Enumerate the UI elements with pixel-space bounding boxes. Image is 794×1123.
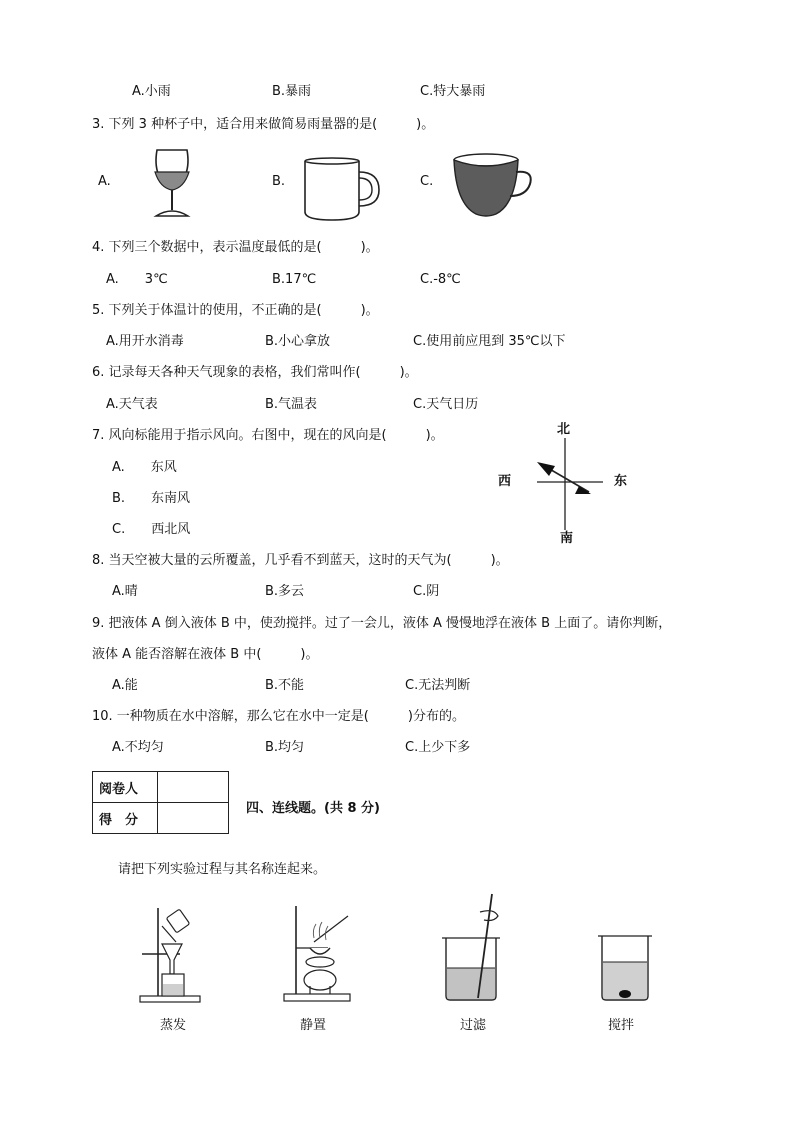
q9-option-b: B.不能	[265, 678, 305, 693]
compass-south-label: 南	[560, 531, 574, 546]
q3-label-c: C.	[420, 174, 434, 189]
q7-option-b: B. 东南风	[112, 491, 191, 506]
q6-option-a: A.天气表	[106, 397, 158, 412]
stirring-beaker-icon	[440, 890, 506, 1004]
section4-instruction: 请把下列实验过程与其名称连起来。	[118, 862, 327, 877]
q9-stem-line1: 9. 把液体 A 倒入液体 B 中，使劲搅拌。过了一会儿，液体 A 慢慢地浮在液体 B 上面了。请你判断，	[92, 616, 672, 631]
teacup-icon	[450, 152, 536, 222]
compass-north-label: 北	[557, 422, 571, 437]
q4-option-c: C.-8℃	[420, 272, 461, 287]
q10-stem: 10. 一种物质在水中溶解，那么它在水中一定是( )分布的。	[92, 709, 465, 724]
q8-option-c: C.阴	[413, 584, 440, 599]
q8-option-b: B.多云	[265, 584, 305, 599]
q2-option-c: C.特大暴雨	[420, 84, 486, 99]
q4-option-a: A. 3℃	[106, 272, 168, 287]
label-filtration: 过滤	[460, 1018, 487, 1033]
section4-title: 四、连线题。(共 8 分)	[246, 801, 380, 816]
score-blank[interactable]	[158, 803, 229, 834]
q10-option-c: C.上少下多	[405, 740, 471, 755]
mug-icon	[300, 154, 384, 224]
q2-option-a: A.小雨	[132, 84, 171, 99]
q10-option-a: A.不均匀	[112, 740, 164, 755]
score-label: 得 分	[93, 803, 158, 834]
q6-option-c: C.天气日历	[413, 397, 479, 412]
q3-label-b: B.	[272, 174, 286, 189]
q5-option-b: B.小心拿放	[265, 334, 331, 349]
compass-west-label: 西	[498, 474, 512, 489]
q4-option-b: B.17℃	[272, 272, 317, 287]
label-stirring: 搅拌	[608, 1018, 635, 1033]
q5-option-a: A.用开水消毒	[106, 334, 184, 349]
q6-stem: 6. 记录每天各种天气现象的表格，我们常叫作( )。	[92, 365, 418, 380]
wind-vane-figure	[535, 436, 605, 532]
q6-option-b: B.气温表	[265, 397, 318, 412]
q8-stem: 8. 当天空被大量的云所覆盖，几乎看不到蓝天，这时的天气为( )。	[92, 553, 509, 568]
scorer-table	[92, 771, 229, 834]
q3-label-a: A.	[98, 174, 111, 189]
q4-stem: 4. 下列三个数据中，表示温度最低的是( )。	[92, 240, 379, 255]
q9-option-a: A.能	[112, 678, 138, 693]
label-standing: 静置	[300, 1018, 327, 1033]
q3-stem: 3. 下列 3 种杯子中，适合用来做简易雨量器的是( )。	[92, 117, 435, 132]
evaporation-apparatus-icon	[280, 902, 356, 1004]
compass-east-label: 东	[614, 474, 628, 489]
q10-option-b: B.均匀	[265, 740, 305, 755]
q8-option-a: A.晴	[112, 584, 138, 599]
q5-stem: 5. 下列关于体温计的使用，不正确的是( )。	[92, 303, 379, 318]
q7-stem: 7. 风向标能用于指示风向。右图中，现在的风向是( )。	[92, 428, 444, 443]
wine-glass-icon	[148, 146, 196, 220]
q9-option-c: C.无法判断	[405, 678, 471, 693]
q9-stem-line2: 液体 A 能否溶解在液体 B 中( )。	[92, 647, 319, 662]
q2-option-b: B.暴雨	[272, 84, 312, 99]
q7-option-a: A. 东风	[112, 460, 177, 475]
settling-beaker-icon	[596, 932, 654, 1004]
filtration-apparatus-icon	[136, 900, 208, 1004]
label-evaporation: 蒸发	[160, 1018, 187, 1033]
q5-option-c: C.使用前应甩到 35℃以下	[413, 334, 566, 349]
reviewer-label: 阅卷人	[93, 772, 158, 803]
reviewer-blank[interactable]	[158, 772, 229, 803]
q7-option-c: C. 西北风	[112, 522, 191, 537]
